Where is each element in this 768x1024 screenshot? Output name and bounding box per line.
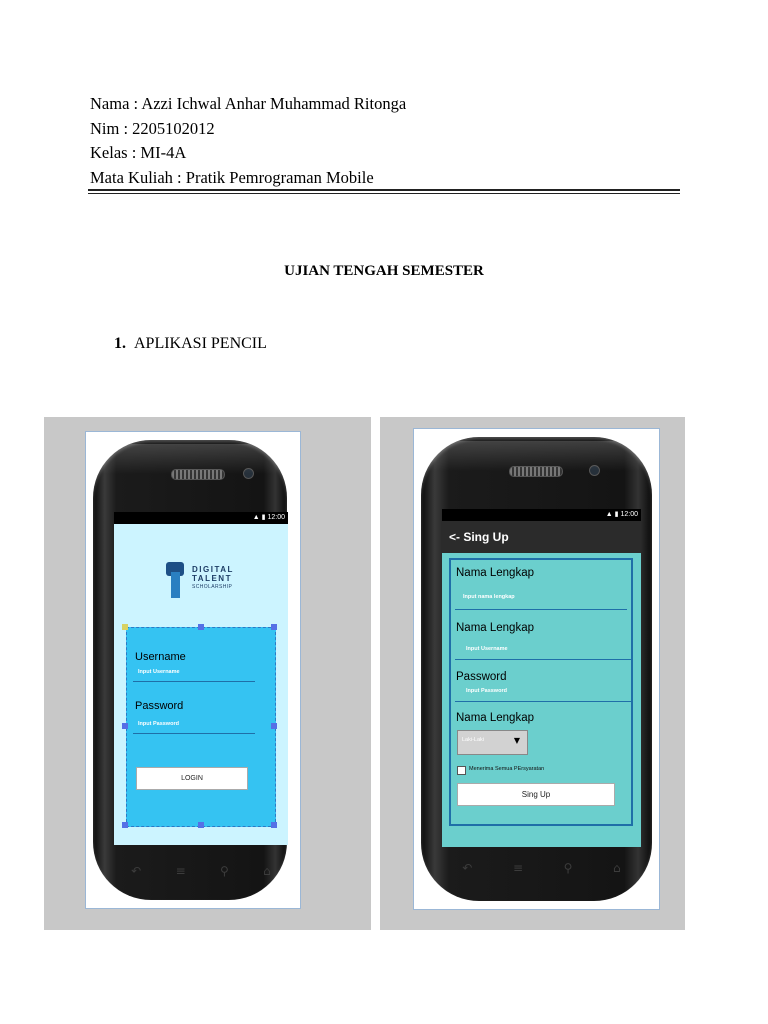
password-placeholder: Input Password [466, 688, 507, 694]
status-time: 12:00 [267, 514, 285, 521]
section-number: 1. [114, 335, 126, 352]
wifi-icon: ▲ [605, 511, 613, 518]
toolbar-title[interactable]: <- Sing Up [442, 521, 641, 553]
username-placeholder: Input Username [466, 646, 508, 652]
selection-handle [271, 822, 277, 828]
signup-screenshot-panel [380, 417, 685, 930]
field3-label: Password [456, 671, 507, 683]
signup-button[interactable]: Sing Up [457, 783, 615, 806]
password-input[interactable] [133, 716, 255, 734]
logo-line-3: SCHOLARSHIP [192, 584, 233, 590]
selection-handle [122, 723, 128, 729]
password-input[interactable] [455, 686, 631, 702]
status-bar [442, 509, 641, 521]
terms-label: Menerima Semua PErsyaratan [469, 766, 545, 772]
terms-checkbox[interactable] [457, 766, 466, 775]
username-input[interactable] [455, 640, 631, 660]
login-background [114, 524, 288, 845]
header-rule [88, 189, 680, 191]
logo-line-2: TALENT [192, 574, 232, 583]
signup-form [449, 558, 633, 826]
speaker-grille [509, 466, 563, 477]
password-placeholder: Input Password [138, 721, 179, 727]
selection-handle [122, 624, 128, 630]
wifi-icon: ▲ [252, 514, 260, 521]
dropdown-arrow-icon: ▼ [513, 736, 520, 745]
gender-dropdown[interactable] [457, 730, 528, 755]
front-camera [243, 468, 254, 479]
header-rule-thin [88, 193, 680, 194]
menu-nav-icon[interactable]: ≡ [512, 861, 524, 875]
student-class: Kelas : MI-4A [90, 143, 187, 162]
status-bar [114, 512, 288, 524]
search-nav-icon[interactable]: ⚲ [563, 861, 573, 875]
front-camera [589, 465, 600, 476]
login-phone-screen [114, 512, 288, 845]
home-nav-icon[interactable]: ⌂ [263, 864, 271, 878]
section-label: APLIKASI PENCIL [134, 335, 267, 352]
search-nav-icon[interactable]: ⚲ [220, 864, 229, 878]
signup-background [442, 553, 641, 847]
status-time: 12:00 [620, 511, 638, 518]
battery-icon: ▮ [614, 511, 619, 518]
back-nav-icon[interactable]: ↶ [131, 864, 142, 878]
home-nav-icon[interactable]: ⌂ [613, 861, 621, 875]
login-button[interactable]: LOGIN [136, 767, 248, 790]
fullname-input[interactable] [455, 585, 627, 610]
logo-line-1: DIGITAL [192, 565, 234, 574]
signup-screenshot-frame [413, 428, 660, 910]
field4-label: Nama Lengkap [456, 712, 534, 724]
back-nav-icon[interactable]: ↶ [462, 861, 473, 875]
field1-label: Nama Lengkap [456, 567, 534, 579]
username-label: Username [135, 651, 186, 663]
student-name: Nama : Azzi Ichwal Anhar Muhammad Ritonga [90, 94, 407, 113]
selection-handle [122, 822, 128, 828]
section-heading [114, 335, 267, 353]
login-screenshot-frame [85, 431, 301, 909]
logo-mark [164, 562, 186, 598]
phone-nav-bar [442, 857, 641, 879]
field2-label: Nama Lengkap [456, 622, 534, 634]
phone-body [421, 437, 652, 901]
selection-handle [271, 723, 277, 729]
selection-handle [271, 624, 277, 630]
username-placeholder: Input Username [138, 669, 180, 675]
logo-text [192, 565, 234, 592]
student-info [90, 92, 406, 190]
phone-body [93, 440, 287, 900]
login-form [126, 627, 276, 827]
signup-phone-screen [442, 509, 641, 847]
course-name: Mata Kuliah : Pratik Pemrograman Mobile [90, 167, 374, 187]
fullname-placeholder: Input nama lengkap [463, 594, 515, 600]
login-screenshot-panel [44, 417, 371, 930]
student-nim: Nim : 2205102012 [90, 118, 215, 138]
username-input[interactable] [133, 665, 255, 682]
menu-nav-icon[interactable]: ≡ [175, 864, 186, 878]
document-title: UJIAN TENGAH SEMESTER [284, 263, 484, 279]
phone-nav-bar [114, 860, 288, 882]
gender-selected: Laki-Laki [462, 737, 485, 743]
speaker-grille [171, 469, 225, 480]
battery-icon: ▮ [261, 514, 266, 521]
selection-handle [198, 822, 204, 828]
password-label: Password [135, 700, 184, 712]
selection-handle [198, 624, 204, 630]
